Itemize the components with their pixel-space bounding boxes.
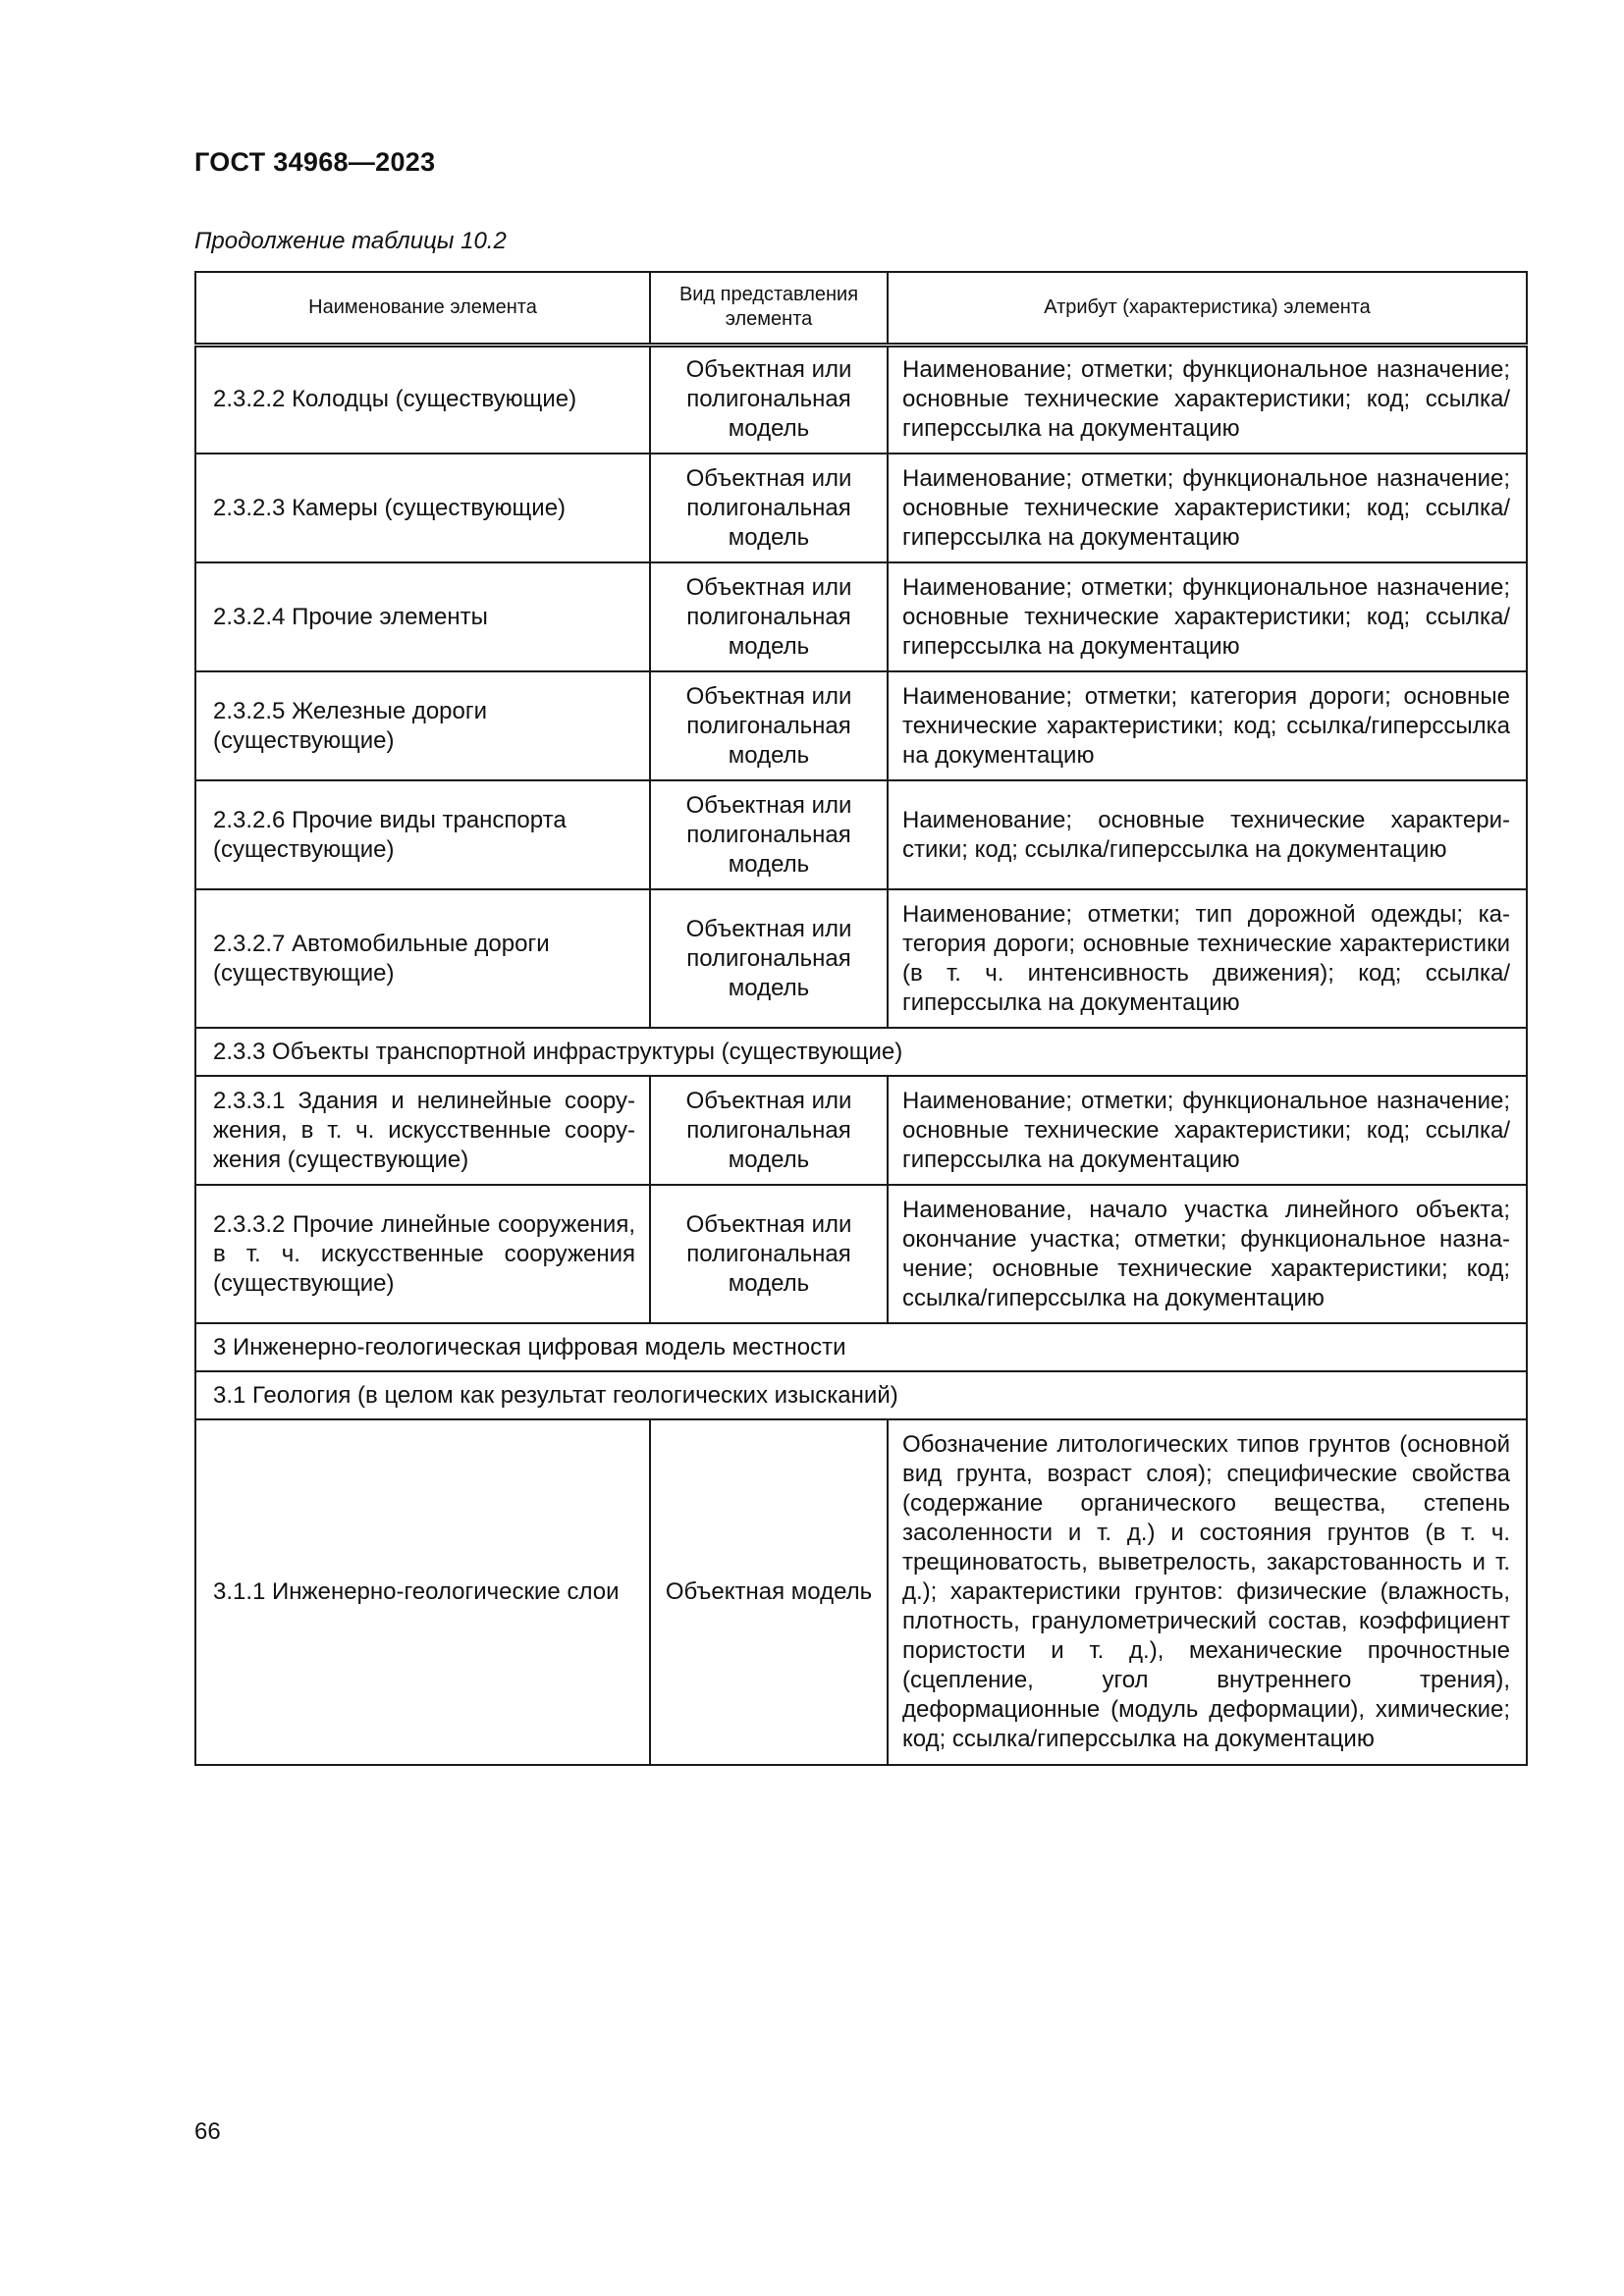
table-row: [195, 1185, 1527, 1323]
representation-cell: Объектная или полигональная модель: [650, 889, 888, 1028]
table-section-row: [195, 1371, 1527, 1419]
table-section-row: [195, 1028, 1527, 1076]
representation-cell: Объектная или полигональная модель: [650, 780, 888, 889]
attribute-cell: Наименование; отметки; функциональное назначение; основные технические характеристики; код; ссылка/гиперссылка на документацию: [888, 562, 1527, 671]
representation-cell: Объектная или полигональная модель: [650, 454, 888, 562]
attribute-cell: Наименование, начало участка линейного объекта; окончание участка; отметки; функциональное назначение; основные технические характеристики; код; ссылка/гиперссылка на документацию: [888, 1185, 1527, 1323]
element-name-cell: 2.3.2.2 Колодцы (существующие): [195, 345, 650, 454]
element-name-cell: 2.3.2.7 Автомобильные дороги (существующие): [195, 889, 650, 1028]
elements-table: [194, 271, 1528, 1766]
column-header-type: Вид представления элемента: [650, 272, 888, 345]
representation-cell: Объектная или полигональная модель: [650, 1185, 888, 1323]
table-section-row: [195, 1323, 1527, 1371]
element-name-cell: 3.1.1 Инженерно-геологические слои: [195, 1419, 650, 1765]
table-row: [195, 562, 1527, 671]
attribute-cell: Наименование; отметки; категория дороги; основные технические характеристики; код; ссылка/гиперссылка на документацию: [888, 671, 1527, 780]
representation-cell: Объектная или полигональная модель: [650, 1076, 888, 1185]
representation-cell: Объектная или полигональная модель: [650, 562, 888, 671]
representation-cell: Объектная или полигональная модель: [650, 345, 888, 454]
element-name-cell: 2.3.3.2 Прочие линейные сооружения, в т. ч. искусственные сооружения (существующие): [195, 1185, 650, 1323]
attribute-cell: Наименование; отметки; функциональное назначение; основные технические характеристики; код; ссылка/гиперссылка на документацию: [888, 454, 1527, 562]
attribute-cell: Наименование; отметки; функциональное назначение; основные технические характеристики; код; ссылка/гиперссылка на документацию: [888, 1076, 1527, 1185]
table-row: [195, 345, 1527, 454]
table-header-row: [195, 272, 1527, 345]
table-caption: Продолжение таблицы 10.2: [194, 228, 507, 254]
representation-cell: Объектная или полигональная модель: [650, 671, 888, 780]
attribute-cell: Обозначение литологических типов грунтов (основной вид грунта, возраст слоя); специфические свойства (содержание органического вещества, степень засоленности и т. д.) и состояния грунтов (в т. ч. трещиноватость, выветрелость, закарстованность и т. д.); характеристики грунтов: физические (влажность, плотность, гранулометрический состав, коэффициент пористости и т. д.), механические прочностные (сцепление, угол внутреннего трения), деформационные (модуль деформации), химические; код; ссылка/гиперссылка на документацию: [888, 1419, 1527, 1765]
element-name-cell: 2.3.2.6 Прочие виды транспорта (существующие): [195, 780, 650, 889]
table-row: [195, 1076, 1527, 1185]
table-row: [195, 1419, 1527, 1765]
section-heading-cell: 2.3.3 Объекты транспортной инфраструктуры (существующие): [195, 1028, 1527, 1076]
attribute-cell: Наименование; отметки; функциональное назначение; основные технические характеристики; код; ссылка/гиперссылка на документацию: [888, 345, 1527, 454]
table-row: [195, 454, 1527, 562]
document-code: ГОСТ 34968—2023: [194, 147, 436, 177]
element-name-cell: 2.3.2.4 Прочие элементы: [195, 562, 650, 671]
attribute-cell: Наименование; отметки; тип дорожной одежды; категория дороги; основные технические характеристики (в т. ч. интенсивность движения); код; ссылка/ гиперссылка на документацию: [888, 889, 1527, 1028]
representation-cell: Объектная модель: [650, 1419, 888, 1765]
column-header-name: Наименование элемента: [195, 272, 650, 345]
element-name-cell: 2.3.3.1 Здания и нелинейные сооружения, в т. ч. искусственные сооружения (существующие): [195, 1076, 650, 1185]
column-header-attribute: Атрибут (характеристика) элемента: [888, 272, 1527, 345]
page-number: 66: [194, 2118, 221, 2145]
attribute-cell: Наименование; основные технические характеристики; код; ссылка/гиперссылка на документацию: [888, 780, 1527, 889]
section-heading-cell: 3 Инженерно-геологическая цифровая модель местности: [195, 1323, 1527, 1371]
element-name-cell: 2.3.2.5 Железные дороги (существующие): [195, 671, 650, 780]
table-row: [195, 671, 1527, 780]
section-heading-cell: 3.1 Геология (в целом как результат геологических изысканий): [195, 1371, 1527, 1419]
table-row: [195, 889, 1527, 1028]
element-name-cell: 2.3.2.3 Камеры (существующие): [195, 454, 650, 562]
table-row: [195, 780, 1527, 889]
